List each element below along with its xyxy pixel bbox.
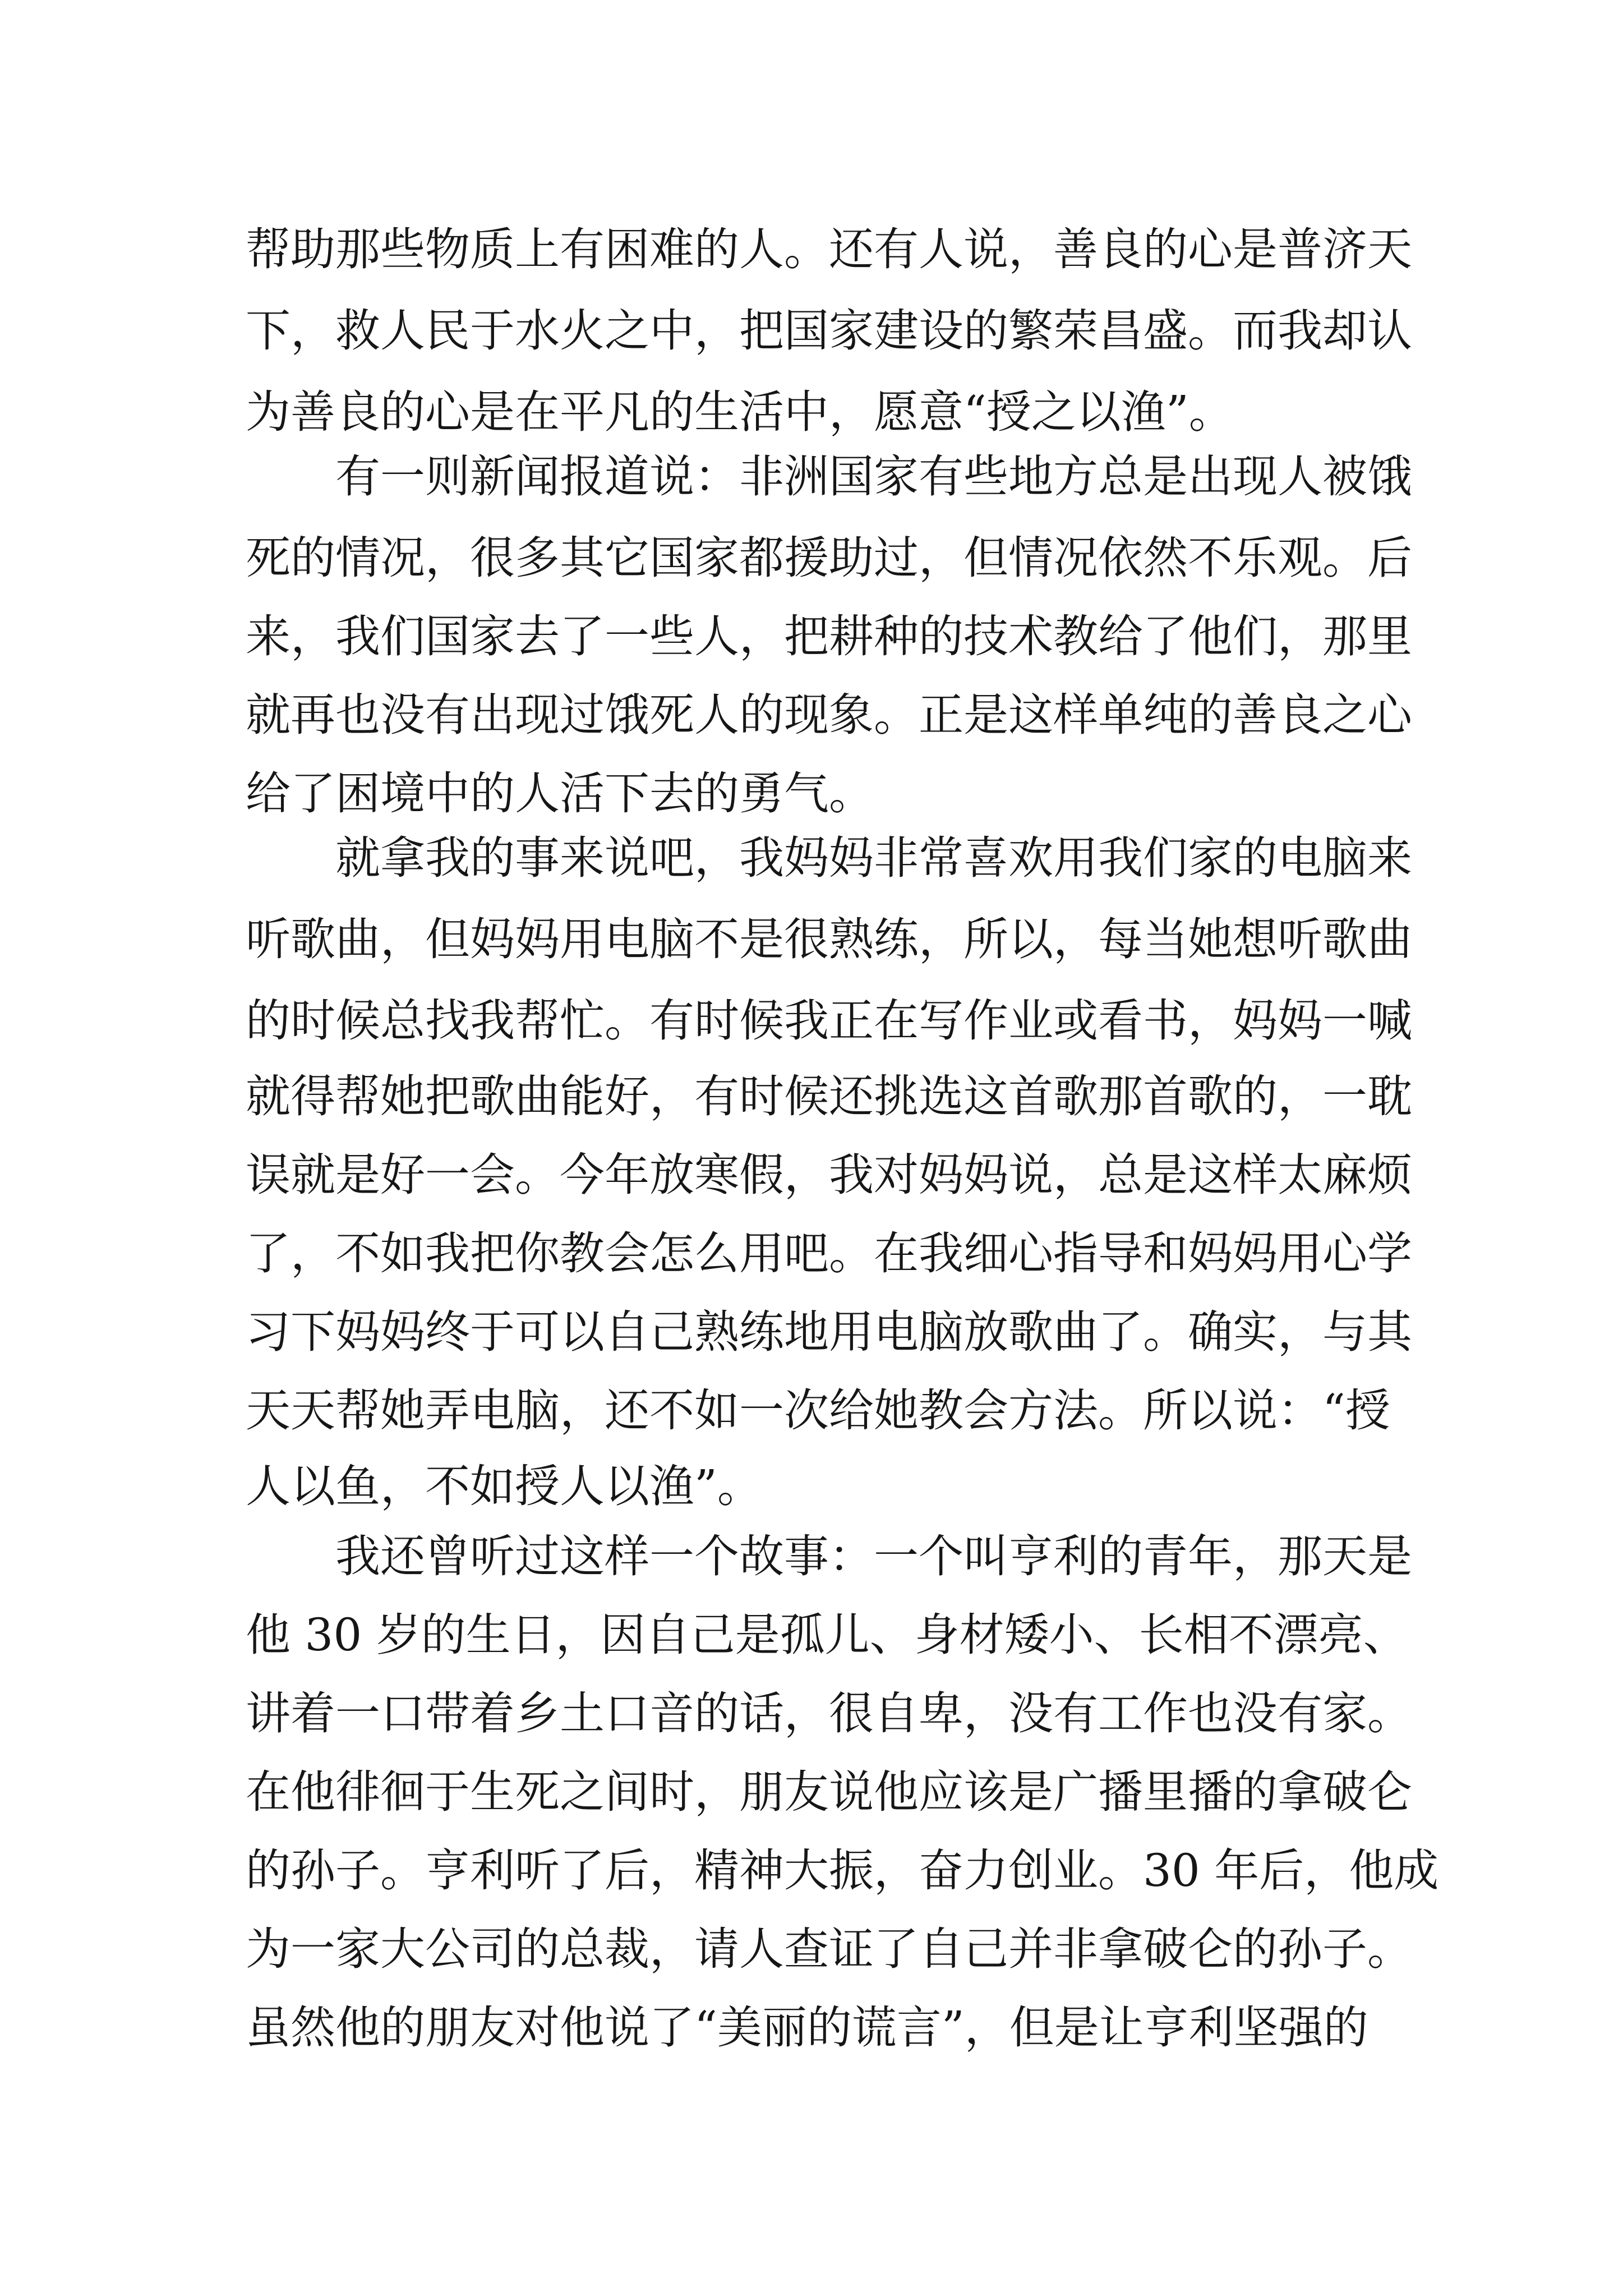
text-line: 就再也没有出现过饿死人的现象。正是这样单纯的善良之心: [246, 689, 1412, 741]
paragraph-first-line: 有一则新闻报道说：非洲国家有些地方总是出现人被饿: [335, 450, 1412, 503]
text-line: 人以鱼，不如授人以渔”。: [246, 1460, 762, 1512]
text-line: 为一家大公司的总裁，请人查证了自己并非拿破仑的孙子。: [246, 1923, 1412, 1975]
text-line: 就得帮她把歌曲能好，有时候还挑选这首歌那首歌的，一耽: [246, 1070, 1412, 1122]
text-line: 来，我们国家去了一些人，把耕种的技术教给了他们，那里: [246, 610, 1412, 662]
text-line: 误就是好一会。今年放寒假，我对妈妈说，总是这样太麻烦: [246, 1149, 1412, 1201]
text-line: 虽然他的朋友对他说了“美丽的谎言”，但是让亨利坚强的: [246, 2001, 1368, 2054]
text-line: 给了困境中的人活下去的勇气。: [246, 767, 874, 820]
text-line: 为善良的心是在平凡的生活中，愿意“授之以渔”。: [246, 386, 1234, 438]
text-line: 在他徘徊于生死之间时，朋友说他应该是广播里播的拿破仑: [246, 1766, 1412, 1818]
text-line: 天天帮她弄电脑，还不如一次给她教会方法。所以说：“授: [246, 1384, 1390, 1437]
text-line: 死的情况，很多其它国家都援助过，但情况依然不乐观。后: [246, 532, 1412, 584]
text-line: 的孙子。亨利听了后，精神大振，奋力创业。30 年后，他成: [246, 1844, 1439, 1897]
text-line: 下，救人民于水火之中，把国家建设的繁荣昌盛。而我却认: [246, 305, 1412, 357]
text-line: 听歌曲，但妈妈用电脑不是很熟练，所以，每当她想听歌曲: [246, 913, 1412, 965]
text-line: 的时候总找我帮忙。有时候我正在写作业或看书，妈妈一喊: [246, 995, 1412, 1047]
paragraph-first-line: 我还曾听过这样一个故事：一个叫亨利的青年，那天是: [335, 1530, 1412, 1582]
text-line: 帮助那些物质上有困难的人。还有人说，善良的心是普济天: [246, 223, 1412, 275]
text-line: 讲着一口带着乡土口音的话，很自卑，没有工作也没有家。: [246, 1687, 1412, 1740]
text-line: 习下妈妈终于可以自己熟练地用电脑放歌曲了。确实，与其: [246, 1306, 1412, 1358]
text-line: 了，不如我把你教会怎么用吧。在我细心指导和妈妈用心学: [246, 1227, 1412, 1280]
paragraph-first-line: 就拿我的事来说吧，我妈妈非常喜欢用我们家的电脑来: [335, 832, 1412, 884]
text-line: 他 30 岁的生日，因自己是孤儿、身材矮小、长相不漂亮、: [246, 1609, 1408, 1661]
